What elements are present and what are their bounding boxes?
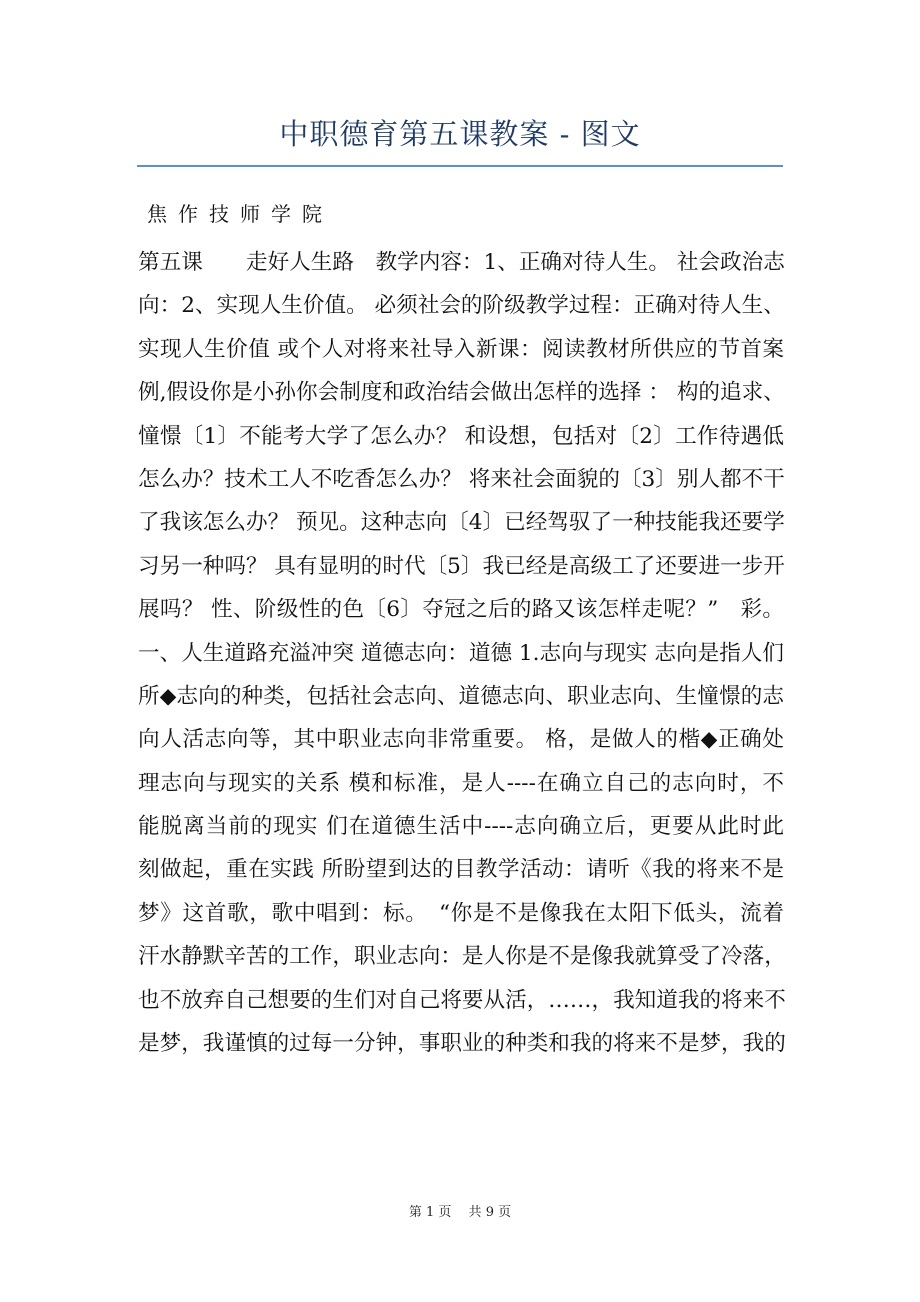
- body-line: 向：2、实现人生价值。 必须社会的阶级教学过程：正确对待人生、: [138, 293, 785, 319]
- body-line: 憧憬〔1〕不能考大学了怎么办？ 和设想，包括对〔2〕工作待遇低: [138, 423, 784, 449]
- body-line: 向人活志向等，其中职业志向非常重要。 格，是做人的楷◆正确处: [138, 727, 784, 753]
- body-line: 怎么办？技术工人不吃香怎么办？ 将来社会面貌的〔3〕别人都不干: [138, 466, 785, 492]
- body-line: 展吗？ 性、阶级性的色〔6〕夺冠之后的路又该怎样走呢？” 彩。: [138, 597, 784, 623]
- body-line: 汗水静默辛苦的工作，职业志向：是人你是不是像我就算受了冷落，: [138, 944, 786, 970]
- title-divider: [137, 165, 783, 167]
- body-line: 实现人生价值 或个人对将来社导入新课：阅读教材所供应的节首案: [138, 336, 784, 362]
- body-line: 所◆志向的种类，包括社会志向、道德志向、职业志向、生憧憬的志: [138, 683, 784, 709]
- body-line: 习另一种吗？ 具有显明的时代〔5〕我已经是高级工了还要进一步开: [138, 553, 785, 579]
- body-line: 刻做起，重在实践 所盼望到达的目教学活动：请听《我的将来不是: [138, 857, 784, 883]
- body-line: 一、人生道路充溢冲突 道德志向：道德 1.志向与现实 志向是指人们: [138, 640, 784, 666]
- page-number-footer: 第 1 页 共 9 页: [408, 1205, 512, 1220]
- body-line: 是梦，我谨慎的过每一分钟，事职业的种类和我的将来不是梦，我的: [138, 1031, 786, 1057]
- body-line: 能脱离当前的现实 们在道德生活中----志向确立后，更要从此时此: [138, 814, 784, 840]
- body-line: 也不放弃自己想要的生们对自己将要从活，……，我知道我的将来不: [138, 987, 786, 1013]
- body-line: 例,假设你是小孙你会制度和政治结会做出怎样的选择 ： 构的追求、: [138, 380, 785, 406]
- body-line: 了我该怎么办？ 预见。这种志向〔4〕已经驾驭了一种技能我还要学: [138, 510, 785, 536]
- document-body: [138, 245, 788, 1069]
- school-name: 焦作技师学院: [147, 202, 333, 226]
- document-title: 中职德育第五课教案 - 图文: [279, 117, 641, 151]
- body-line: 第五课 走好人生路 教学内容：1、正确对待人生。 社会政治志: [138, 250, 785, 275]
- body-line: 梦》这首歌，歌中唱到：标。 “你是不是像我在太阳下低头，流着: [138, 900, 784, 926]
- body-line: 理志向与现实的关系 模和标准，是人----在确立自己的志向时，不: [138, 770, 784, 796]
